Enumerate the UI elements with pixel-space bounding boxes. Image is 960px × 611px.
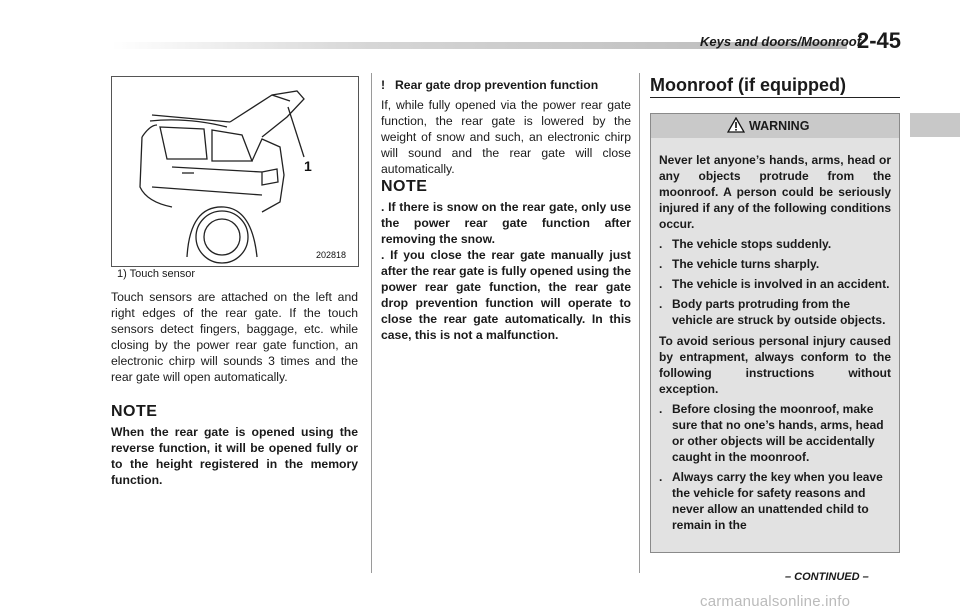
rear-gate-drop-heading (381, 77, 631, 93)
warning-intro: Never let anyone’s hands, arms, head or any objects protrude from the moonroof. A person could be seriously injured if any of the following conditions occur. (659, 153, 891, 231)
note-list (381, 199, 631, 343)
list-item: . Always carry the key when you leave the vehicle for safety reasons and never allow an unattended child to remain in the (659, 470, 883, 532)
figure-caption: 1) Touch sensor (117, 268, 196, 280)
heading-marker-icon: ! (381, 78, 386, 92)
list-item: . Before closing the moonroof, make sure that no one’s hands, arms, head or other objects will be accidentally caught in the moonroof. (659, 402, 884, 464)
continued-label: – CONTINUED – (785, 571, 869, 583)
watermark: carmanualsonline.info (700, 593, 851, 610)
warning-label: WARNING (749, 119, 810, 133)
note-heading: NOTE (111, 403, 158, 420)
heading-text: Rear gate drop prevention function (395, 78, 599, 92)
drop-prevention-paragraph: If, while fully opened via the power rear gate function, the rear gate is lowered by the weight of snow and such, an electronic chirp will sound and the rear gate will close automatically. (381, 98, 631, 176)
warning-paragraph: To avoid serious personal injury caused by entrapment, always conform to the following instructions without exception. (659, 334, 891, 396)
list-item: . If there is snow on the rear gate, only use the power rear gate function after removing the snow. (381, 200, 631, 246)
note-heading: NOTE (381, 178, 428, 195)
list-item: . The vehicle turns sharply. (659, 257, 820, 271)
list-item: . The vehicle is involved in an accident. (659, 277, 890, 291)
list-item: . Body parts protruding from the vehicle are struck by outside objects. (659, 297, 886, 327)
running-header-title: Keys and doors/Moonroof (700, 34, 862, 49)
note-text: When the rear gate is opened using the reverse function, it will be opened fully or to the height registered in the memory function. (111, 425, 358, 487)
section-rule (650, 97, 900, 98)
warning-triangle-icon (727, 117, 745, 133)
warning-content (651, 138, 899, 533)
list-item: . The vehicle stops suddenly. (659, 237, 832, 251)
list-item: . If you close the rear gate manually just after the rear gate is fully opened using the power rear gate function, the rear gate drop prevention function will operate to close the rear gate automatically. In this case, this is not a malfunction. (381, 248, 631, 342)
rear-gate-illustration (111, 76, 359, 267)
chapter-tab (910, 113, 960, 137)
figure-code: 202818 (316, 250, 347, 260)
page-number: 2-45 (857, 28, 902, 53)
car-rear-gate-drawing (112, 77, 358, 266)
touch-sensor-paragraph: Touch sensors are attached on the left and right edges of the rear gate. If the touch sensors detect fingers, baggage, etc. while closing by the power rear gate function, an electronic chirp will sounds 3 times and the rear gate will open automatically. (111, 290, 358, 384)
section-title: Moonroof (if equipped) (650, 75, 846, 95)
warning-box (650, 138, 900, 553)
warning-header (650, 113, 900, 139)
callout-label: 1 (304, 158, 312, 174)
column-divider (639, 73, 640, 573)
column-divider (371, 73, 372, 573)
